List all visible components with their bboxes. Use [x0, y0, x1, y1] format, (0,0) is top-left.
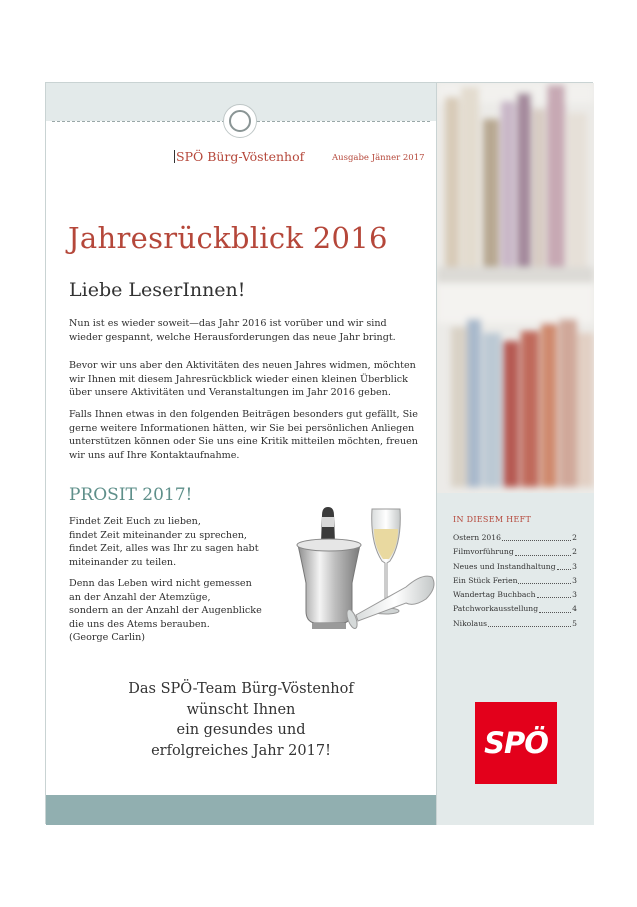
- champagne-illustration: [256, 503, 436, 653]
- toc-leader: [518, 574, 571, 584]
- toc-item[interactable]: [453, 588, 577, 602]
- text-line: Bevor wir uns aber den Aktivitäten des neuen Jahres widmen, möchten: [69, 360, 416, 371]
- toc-item-title: Patchworkausstellung: [453, 604, 539, 614]
- toc-leader: [537, 588, 572, 598]
- poem-line: Findet Zeit Euch zu lieben,: [69, 516, 201, 527]
- text-line: unterstützen können oder Sie uns eine Kritik mitteilen möchten, freuen: [69, 436, 418, 447]
- edition-label: Ausgabe Jänner 2017: [332, 153, 425, 163]
- poem-stanza-2: [69, 577, 262, 645]
- intro-paragraph: [69, 317, 429, 344]
- toc-item-page: 3: [572, 575, 577, 585]
- main-column: [46, 83, 436, 825]
- toc-item-page: 2: [572, 533, 577, 542]
- toc-item-page: 4: [572, 604, 577, 614]
- closing-line: ein gesundes und: [176, 722, 306, 738]
- poem-line: sondern an der Anzahl der Augenblicke: [69, 605, 262, 616]
- text-line: über unsere Aktivitäten und Veranstaltungen im Jahr 2016 geben.: [69, 387, 391, 398]
- closing-greeting: [46, 679, 436, 761]
- poem-line: an der Anzahl der Atemzüge,: [69, 591, 211, 603]
- logo-text: SPÖ: [484, 726, 548, 760]
- toc-leader: [502, 531, 571, 541]
- table-of-contents: [453, 531, 577, 631]
- toc-heading: IN DIESEM HEFT: [453, 515, 532, 524]
- poem-line: Denn das Leben wird nicht gemessen: [69, 578, 252, 589]
- toc-item-title: Ein Stück Ferien: [453, 575, 518, 585]
- closing-line: wünscht Ihnen: [186, 701, 296, 718]
- review-paragraph: [69, 359, 429, 400]
- contact-paragraph: [69, 408, 429, 462]
- page-title: Jahresrückblick 2016: [68, 221, 388, 255]
- text-line: wieder gespannt, welche Herausforderungen das neue Jahr bringt.: [69, 331, 396, 343]
- toc-item-title: Filmvorführung: [453, 547, 514, 557]
- toc-item-title: Nikolaus: [453, 618, 487, 628]
- toc-item-title: Ostern 2016: [453, 533, 501, 542]
- toc-item[interactable]: [453, 531, 577, 545]
- toc-item-title: Neues und Instandhaltung: [453, 561, 556, 571]
- toc-item[interactable]: [453, 617, 577, 631]
- greeting-heading: Liebe LeserInnen!: [69, 279, 246, 301]
- spoe-logo: [475, 702, 557, 784]
- newsletter-page: [45, 82, 593, 824]
- closing-line: erfolgreiches Jahr 2017!: [151, 742, 331, 759]
- toc-item[interactable]: [453, 545, 577, 559]
- toc-item-page: 5: [572, 618, 577, 628]
- toc-leader: [539, 602, 571, 612]
- poem-line: findet Zeit miteinander zu sprechen,: [69, 529, 247, 541]
- toc-item-page: 3: [572, 561, 577, 571]
- table-of-contents-box: [437, 493, 594, 825]
- poem-attribution: (George Carlin): [69, 632, 146, 643]
- text-line: wir Ihnen mit diesem Jahresrückblick wieder einen kleinen Überblick: [69, 373, 408, 385]
- text-line: gerne weitere Informationen hätten, wir Sie bei persönlichen Anliegen: [69, 422, 415, 434]
- masthead-title: [174, 149, 304, 164]
- toc-item-title: Wandertag Buchbach: [453, 590, 536, 600]
- poem-line: die uns des Atems berauben.: [69, 618, 210, 630]
- toc-item[interactable]: [453, 574, 577, 588]
- toc-item[interactable]: [453, 602, 577, 616]
- poem-line: miteinander zu teilen.: [69, 556, 177, 568]
- poem-line: findet Zeit, alles was Ihr zu sagen habt: [69, 543, 259, 554]
- text-line: wir uns auf Ihre Kontaktaufnahme.: [69, 449, 240, 461]
- masthead-title-text: SPÖ Bürg-Vöstenhof: [176, 149, 305, 164]
- poem-stanza-1: [69, 515, 259, 569]
- ring-binder-icon: [223, 104, 257, 138]
- text-line: Nun ist es wieder soweit—das Jahr 2016 ist vorüber und wir sind: [69, 318, 387, 329]
- text-cursor: [174, 150, 175, 163]
- toc-leader: [488, 617, 571, 627]
- toc-item-page: 3: [572, 590, 577, 600]
- text-line: Falls Ihnen etwas in den folgenden Beiträgen besonders gut gefällt, Sie: [69, 409, 418, 420]
- bookshelf-photo: [437, 83, 594, 493]
- closing-line: Das SPÖ-Team Bürg-Vöstenhof: [128, 681, 354, 697]
- sidebar: [436, 83, 594, 825]
- toc-item-page: 2: [572, 547, 577, 557]
- toc-leader: [515, 545, 571, 555]
- toc-leader: [557, 560, 572, 570]
- toc-item[interactable]: [453, 560, 577, 574]
- footer-band: [46, 795, 436, 825]
- prosit-heading: PROSIT 2017!: [69, 485, 193, 505]
